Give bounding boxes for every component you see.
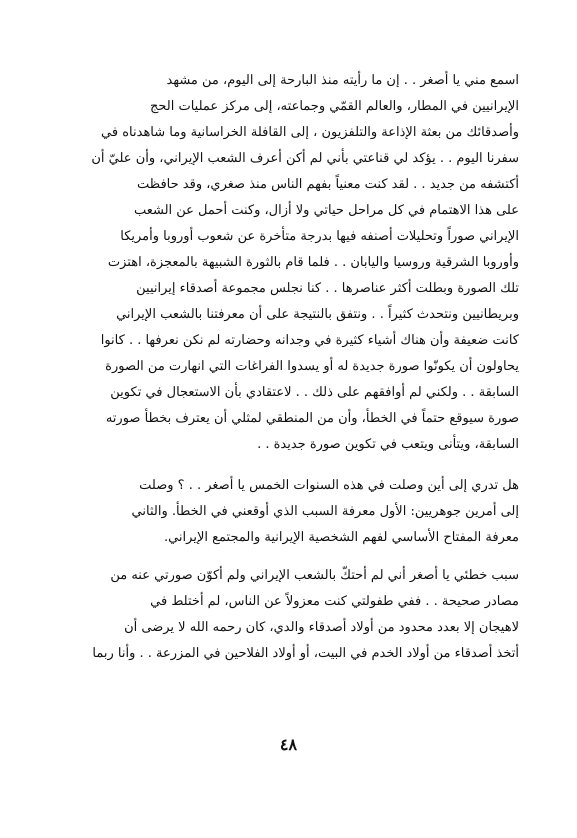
- text-line: الإيرانيين في المطار، والعالم القمّي وجماعته، إلى مركز عمليات الحج: [149, 99, 519, 114]
- paragraph-spacer: [70, 551, 519, 563]
- text-line: أتخذ أصدقاء من أولاد الخدم في البيت، أو أولاد الفلاحين في المزرعة . . وأنا ربما: [92, 646, 519, 661]
- paragraph-3: [70, 563, 519, 667]
- text-line: وأصدقائك من بعثة الإذاعة والتلفزيون ، إلى القافلة الخراسانية وما شاهدناه في: [101, 125, 519, 140]
- text-line: صورة سيوقع حتماً في الخطأ، وأن من المنطقي لمثلي أن يعترف بخطأ صورته: [105, 411, 519, 426]
- text-line: على هذا الاهتمام في كل مراحل حياتي ولا أزال، وكنت أحمل عن الشعب: [133, 203, 519, 218]
- text-line: معرفة المفتاح الأساسي لفهم الشخصية الإيرانية والمجتمع الإيراني.: [163, 530, 519, 545]
- text-line: سفرنا اليوم . . يؤكد لي قناعتي بأني لم أكن أعرف الشعب الإيراني، وأن عليّ أن: [91, 151, 519, 166]
- text-line: إلى أمرين جوهريين: الأول معرفة السبب الذي أوقعني في الخطأ. والثاني: [131, 504, 519, 519]
- text-line: السابقة، ويتأنى ويتعب في تكوين صورة جديدة . .: [257, 437, 519, 452]
- text-line: تلك الصورة وبطلت أكثر عناصرها . . كنا نجلس مجموعة أصدقاء إيرانيين: [136, 281, 519, 296]
- text-line: لاهيجان إلا بعدد محدود من أولاد أصدقاء والدي، كان رحمه الله لا يرضى أن: [124, 620, 519, 635]
- paragraph-spacer: [70, 458, 519, 473]
- text-line: اسمع مني يا أصغر . . إن ما رأيته منذ البارحة إلى اليوم، من مشهد: [166, 73, 519, 88]
- text-line: سبب خطئي يا أصغر أني لم أحتكّ بالشعب الإيراني ولم أكوّن صورتي عنه من: [110, 568, 519, 583]
- paragraph-1: [70, 68, 519, 458]
- text-line: الإيراني صوراً وتحليلات أصنفه فيها بدرجة متأخرة عن شعوب أوروبا وأمريكا: [120, 229, 519, 244]
- paragraph-2: [70, 473, 519, 551]
- text-line: وأوروبا الشرقية وروسيا واليابان . . فلما قام بالثورة الشبيهة بالمعجزة، اهتزت: [107, 255, 519, 270]
- text-line: هل تدري إلى أين وصلت في هذه السنوات الخمس يا أصغر . . ؟ وصلت: [139, 478, 519, 493]
- text-line: مصادر صحيحة . . ففي طفولتي كنت معزولاً عن الناس، لم أختلط في: [150, 594, 519, 609]
- text-line: كانت ضعيفة وأن هناك أشياء كثيرة في وجدانه وحضارته لم نكن نعرفها . . كانوا: [100, 333, 519, 348]
- page-number: ٤٨: [279, 735, 298, 754]
- text-line: يحاولون أن يكونّوا صورة جديدة له أو يسدوا الفراغات التي انهارت من الصورة: [105, 359, 519, 374]
- text-line: وبريطانيين ونتحدث كثيراً . . ونتفق بالنتيجة على أن معرفتنا بالشعب الإيراني: [116, 307, 519, 322]
- text-line: أكتشفه من جديد . . لقد كنت معنياً بفهم الناس منذ صغري، وقد حافظت: [137, 177, 519, 192]
- text-line: السابقة . . ولكني لم أوافقهم على ذلك . . لاعتقادي بأن الاستعجال في تكوين: [110, 385, 519, 400]
